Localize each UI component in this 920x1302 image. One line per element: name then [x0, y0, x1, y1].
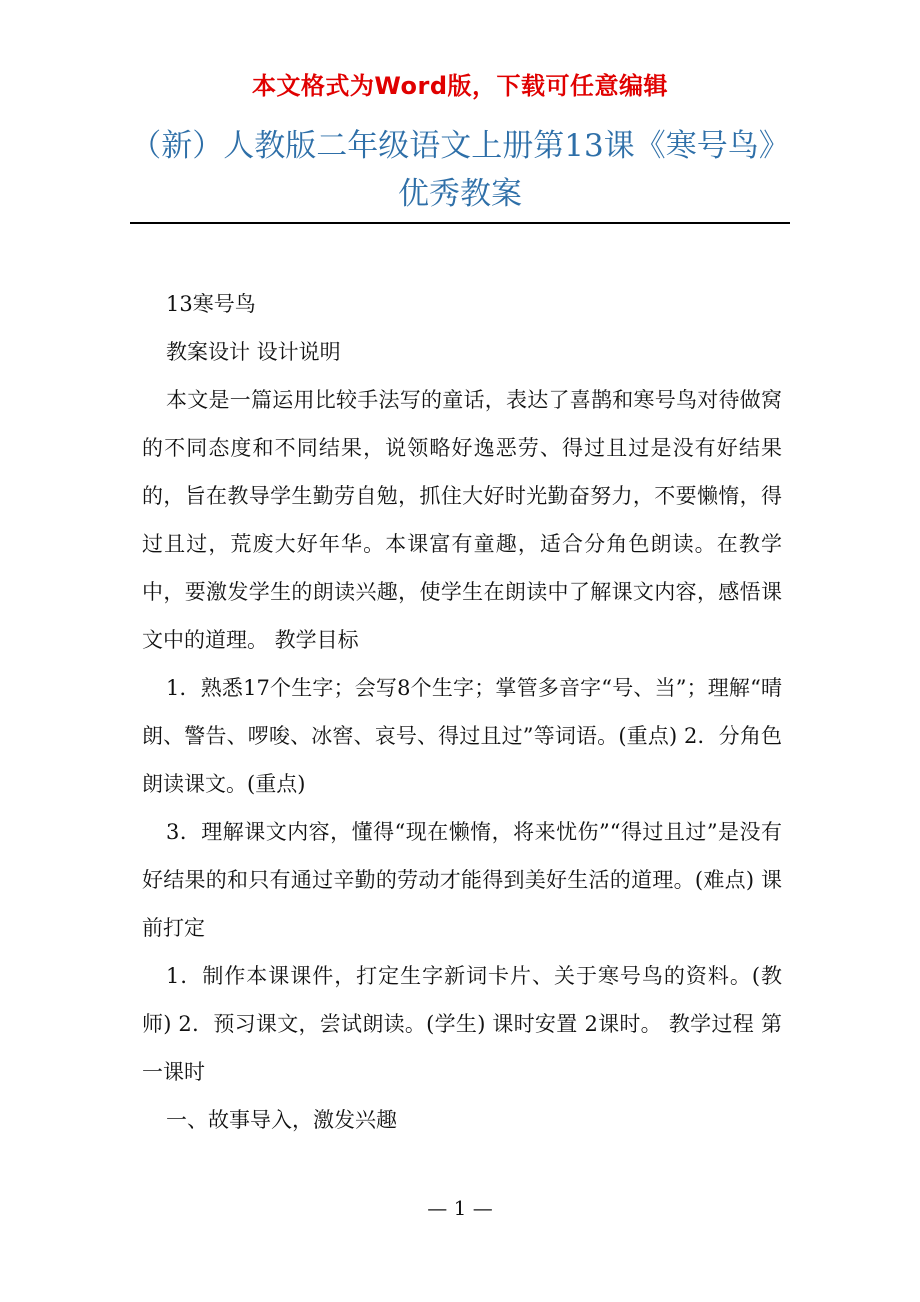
- paragraph-preparation: 1．制作本课课件，打定生字新词卡片、关于寒号鸟的资料。(教师) 2．预习课文，尝试朗读。(学生) 课时安置 2课时。 教学过程 第一课时: [142, 964, 782, 1084]
- title-divider: [130, 222, 790, 224]
- format-banner: 本文格式为Word版，下载可任意编辑: [251, 72, 669, 100]
- paragraph-design-heading: 教案设计 设计说明: [166, 340, 341, 364]
- paragraph-design-description: 本文是一篇运用比较手法写的童话，表达了喜鹊和寒号鸟对待做窝的不同态度和不同结果，说领略好逸恶劳、得过且过是没有好结果的，旨在教导学生勤劳自勉，抓住大好时光勤奋努力，不要懒惰，得过且过，荒废大好年华。本课富有童趣，适合分角色朗读。在教学中，要激发学生的朗读兴趣，使学生在朗读中了解课文内容，感悟课文中的道理。 教学目标: [142, 388, 782, 652]
- paragraph-lesson-heading: 13寒号鸟: [166, 292, 256, 316]
- paragraph-objective-3: 3．理解课文内容，懂得“现在懒惰，将来忧伤”“得过且过”是没有好结果的和只有通过辛勤的劳动才能得到美好生活的道理。(难点) 课前打定: [142, 820, 782, 940]
- document-body: [142, 280, 782, 1144]
- document-title: （新）人教版二年级语文上册第13课《寒号鸟》优秀教案: [130, 128, 790, 212]
- page-number: — 1 —: [427, 1196, 493, 1220]
- paragraph-objectives-1-2: 1．熟悉17个生字；会写8个生字；掌管多音字“号、当”；理解“晴朗、警告、啰唆、冰窖、哀号、得过且过”等词语。(重点) 2．分角色朗读课文。(重点): [142, 676, 782, 796]
- paragraph-section-one: 一、故事导入，激发兴趣: [166, 1108, 397, 1132]
